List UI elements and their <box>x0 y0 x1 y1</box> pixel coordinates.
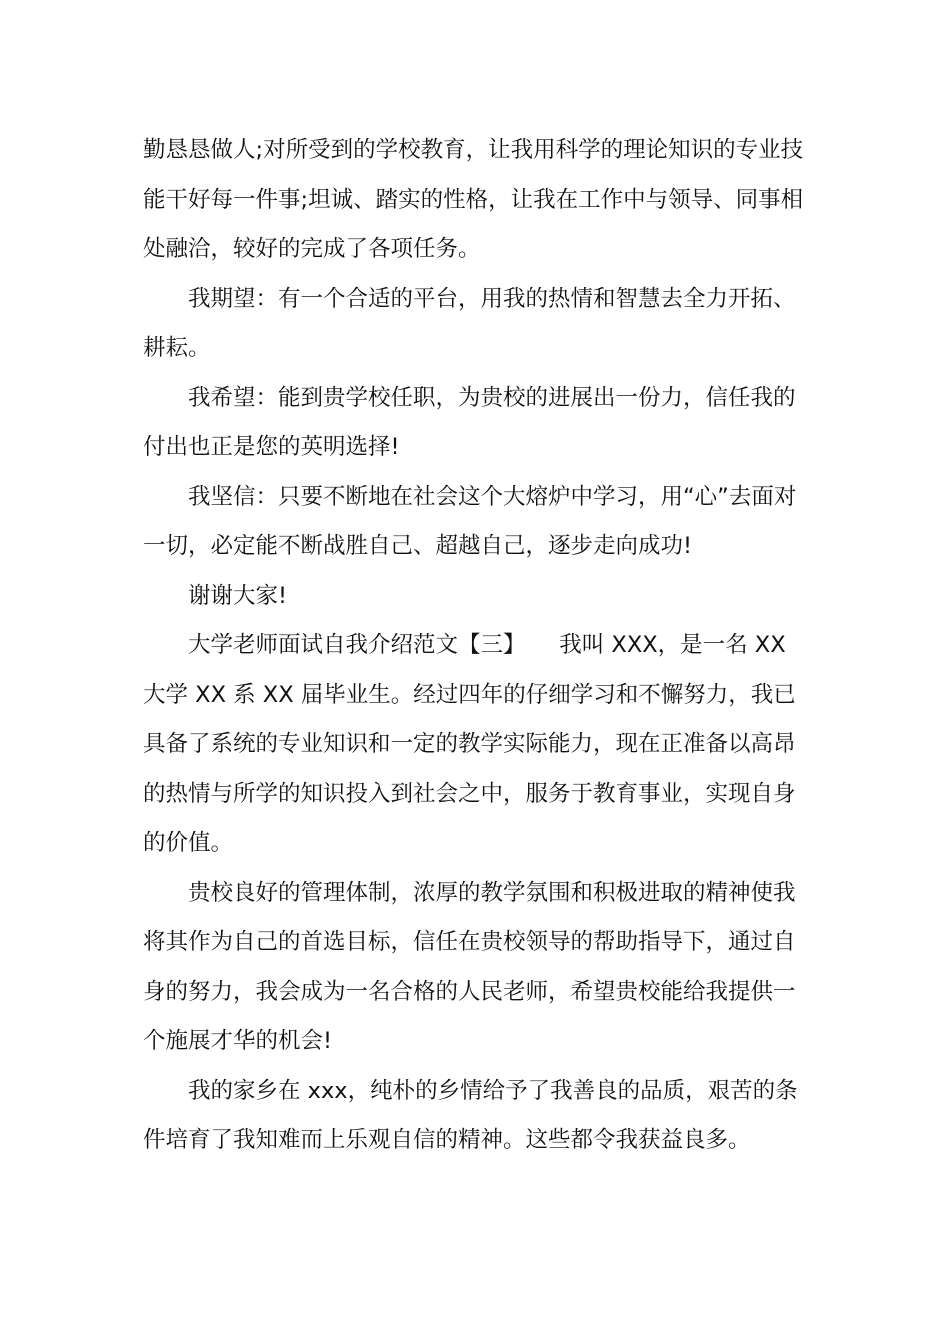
paragraph-1: 勤恳恳做人;对所受到的学校教育，让我用科学的理论知识的专业技能干好每一件事;坦诚、踏实的性格，让我在工作中与领导、同事相处融洽，较好的完成了各项任务。 <box>143 137 804 262</box>
paragraph-3: 我希望：能到贵学校任职，为贵校的进展出一份力，信任我的付出也正是您的英明选择! <box>143 384 796 460</box>
paragraph-6: 大学老师面试自我介绍范文【三】 我叫 XXX，是一名 XX 大学 XX 系 XX 届毕业生。经过四年的仔细学习和不懈努力，我已具备了系统的专业知识和一定的教学实际能力，现在正准备以高昂的热情与所学的知识投入到社会之中，服务于教育事业，实现自身的价值。 <box>143 632 796 856</box>
paragraph-5: 谢谢大家! <box>188 582 288 609</box>
document-body <box>143 126 805 1166</box>
paragraph-7: 贵校良好的管理体制，浓厚的教学氛围和积极进取的精神使我将其作为自己的首选目标，信任在贵校领导的帮助指导下，通过自身的努力，我会成为一名合格的人民老师，希望贵校能给我提供一个施展才华的机会! <box>143 879 796 1054</box>
paragraph-4: 我坚信：只要不断地在社会这个大熔炉中学习，用“心”去面对一切，必定能不断战胜自己、超越自己，逐步走向成功! <box>143 483 797 559</box>
paragraph-8: 我的家乡在 xxx，纯朴的乡情给予了我善良的品质，艰苦的条件培育了我知难而上乐观自信的精神。这些都令我获益良多。 <box>143 1077 798 1153</box>
paragraph-2: 我期望：有一个合适的平台，用我的热情和智慧去全力开拓、耕耘。 <box>143 285 796 361</box>
